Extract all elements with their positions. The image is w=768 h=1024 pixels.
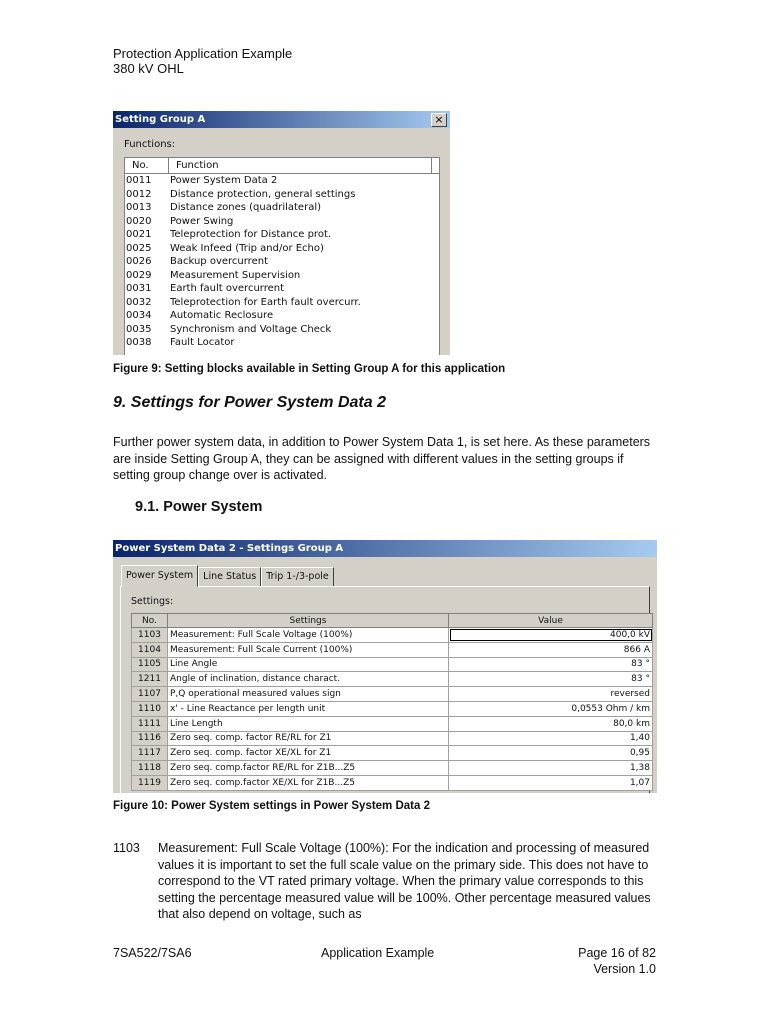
table-row[interactable] bbox=[132, 746, 653, 761]
footer-page: Page 16 of 82 bbox=[578, 946, 656, 960]
function-name: Earth fault overcurrent bbox=[170, 283, 285, 294]
function-number: 0035 bbox=[126, 323, 152, 335]
table-row[interactable] bbox=[132, 761, 653, 776]
description-1103 bbox=[113, 840, 661, 923]
function-number: 0011 bbox=[126, 175, 152, 186]
table-row[interactable] bbox=[132, 642, 653, 657]
setting-name: Line Length bbox=[168, 716, 449, 731]
functions-label: Functions: bbox=[124, 139, 176, 150]
setting-name: Zero seq. comp. factor XE/XL for Z1 bbox=[168, 746, 449, 761]
column-header-value[interactable]: Value bbox=[449, 614, 653, 628]
document-header bbox=[113, 46, 292, 76]
setting-value[interactable]: 0,0553 Ohm / km bbox=[449, 701, 653, 716]
function-name: Backup overcurrent bbox=[170, 256, 268, 267]
header-title: Protection Application Example bbox=[113, 46, 293, 61]
list-item[interactable] bbox=[125, 282, 439, 296]
function-number: 0031 bbox=[126, 283, 152, 294]
setting-number: 1116 bbox=[132, 731, 168, 746]
setting-name: Angle of inclination, distance charact. bbox=[168, 672, 449, 687]
list-item[interactable] bbox=[125, 201, 439, 215]
tab-line-status[interactable]: Line Status bbox=[198, 567, 261, 587]
setting-value[interactable]: 1,38 bbox=[449, 761, 653, 776]
setting-value[interactable]: 1,40 bbox=[449, 731, 653, 746]
function-name: Weak Infeed (Trip and/or Echo) bbox=[170, 242, 324, 254]
dialog-title: Setting Group A bbox=[113, 111, 450, 128]
function-number: 0025 bbox=[126, 242, 152, 254]
function-name: Fault Locator bbox=[170, 337, 235, 348]
tab-bar bbox=[121, 565, 334, 587]
section-9-paragraph: Further power system data, in addition to Power System Data 1, is set here. As these parameters are inside Setting Group A, they can be assigned with different values in the setting groups if setting group change over is activated. bbox=[113, 435, 651, 482]
setting-name: Zero seq. comp.factor RE/RL for Z1B...Z5 bbox=[168, 761, 449, 776]
header-subtitle: 380 kV OHL bbox=[113, 61, 184, 76]
function-name: Power Swing bbox=[170, 215, 234, 227]
table-row[interactable] bbox=[132, 716, 653, 731]
column-header-function[interactable]: Function bbox=[169, 158, 432, 173]
setting-value[interactable]: 400,0 kV bbox=[449, 628, 653, 643]
table-row[interactable] bbox=[132, 657, 653, 672]
function-number: 0021 bbox=[126, 229, 152, 240]
functions-list[interactable] bbox=[124, 157, 440, 355]
table-row[interactable] bbox=[132, 701, 653, 716]
list-item[interactable] bbox=[125, 188, 439, 202]
settings-table bbox=[131, 613, 653, 791]
setting-number: 1107 bbox=[132, 687, 168, 702]
function-name: Measurement Supervision bbox=[170, 269, 301, 281]
column-header-settings[interactable]: Settings bbox=[168, 614, 449, 628]
setting-name: Line Angle bbox=[168, 657, 449, 672]
function-number: 0029 bbox=[126, 269, 152, 281]
setting-number: 1103 bbox=[132, 628, 168, 643]
footer-left: 7SA522/7SA6 bbox=[113, 946, 192, 960]
list-item[interactable] bbox=[125, 174, 439, 188]
functions-list-header bbox=[125, 158, 439, 174]
list-item[interactable] bbox=[125, 242, 439, 256]
settings-table-header bbox=[132, 614, 653, 628]
function-number: 0038 bbox=[126, 337, 152, 348]
setting-name: Measurement: Full Scale Current (100%) bbox=[168, 642, 449, 657]
setting-number: 1105 bbox=[132, 657, 168, 672]
setting-number: 1211 bbox=[132, 672, 168, 687]
setting-name: Zero seq. comp. factor RE/RL for Z1 bbox=[168, 731, 449, 746]
setting-number: 1118 bbox=[132, 761, 168, 776]
list-item[interactable] bbox=[125, 309, 439, 323]
settings-label: Settings: bbox=[131, 596, 174, 607]
function-number: 0012 bbox=[126, 188, 152, 200]
close-icon[interactable]: × bbox=[431, 113, 447, 127]
list-item[interactable] bbox=[125, 215, 439, 229]
figure-10-caption: Figure 10: Power System settings in Power System Data 2 bbox=[113, 800, 430, 812]
function-name: Distance zones (quadrilateral) bbox=[170, 202, 322, 213]
figure-9-caption: Figure 9: Setting blocks available in Setting Group A for this application bbox=[113, 363, 506, 375]
description-text: Measurement: Full Scale Voltage (100%): For the indication and processing of measured values it is important to set the full scale value on the primary side. This does not have to correspond to the VT rated primary voltage. When the primary value corresponds to this setting the percentage measured value will be 100%. Other percentage measured values that also depend on voltage, such as bbox=[158, 841, 651, 921]
table-row[interactable] bbox=[132, 672, 653, 687]
setting-value[interactable]: 1,07 bbox=[449, 775, 653, 790]
list-item[interactable] bbox=[125, 255, 439, 269]
description-number: 1103 bbox=[113, 841, 140, 855]
function-number: 0013 bbox=[126, 202, 152, 213]
setting-value[interactable]: 0,95 bbox=[449, 746, 653, 761]
footer-version: Version 1.0 bbox=[593, 962, 656, 976]
table-row[interactable] bbox=[132, 628, 653, 643]
setting-number: 1111 bbox=[132, 716, 168, 731]
setting-name: P,Q operational measured values sign bbox=[168, 687, 449, 702]
function-number: 0034 bbox=[126, 310, 152, 321]
tab-trip-pole[interactable]: Trip 1-/3-pole bbox=[261, 567, 333, 587]
list-item[interactable] bbox=[125, 228, 439, 242]
function-name: Teleprotection for Distance prot. bbox=[170, 229, 332, 240]
function-number: 0032 bbox=[126, 296, 152, 308]
setting-number: 1119 bbox=[132, 775, 168, 790]
setting-group-a-dialog bbox=[113, 111, 450, 355]
setting-value[interactable]: reversed bbox=[449, 687, 653, 702]
column-header-no[interactable]: No. bbox=[125, 158, 169, 173]
list-item[interactable] bbox=[125, 323, 439, 337]
section-9-heading: 9. Settings for Power System Data 2 bbox=[113, 394, 386, 411]
setting-value[interactable]: 83 ° bbox=[449, 672, 653, 687]
function-number: 0026 bbox=[126, 256, 152, 267]
function-name: Distance protection, general settings bbox=[170, 188, 356, 200]
table-row[interactable] bbox=[132, 731, 653, 746]
setting-number: 1110 bbox=[132, 701, 168, 716]
setting-value[interactable]: 83 ° bbox=[449, 657, 653, 672]
setting-value[interactable]: 866 A bbox=[449, 642, 653, 657]
setting-number: 1104 bbox=[132, 642, 168, 657]
table-row[interactable] bbox=[132, 687, 653, 702]
power-system-data-2-dialog bbox=[113, 540, 657, 793]
setting-value[interactable]: 80,0 km bbox=[449, 716, 653, 731]
setting-name: x' - Line Reactance per length unit bbox=[168, 701, 449, 716]
tab-power-system[interactable]: Power System bbox=[121, 565, 198, 587]
setting-name: Zero seq. comp.factor XE/XL for Z1B...Z5 bbox=[168, 775, 449, 790]
list-item[interactable] bbox=[125, 296, 439, 310]
column-header-no[interactable]: No. bbox=[132, 614, 168, 628]
setting-number: 1117 bbox=[132, 746, 168, 761]
function-name: Power System Data 2 bbox=[170, 175, 278, 186]
footer-pagination bbox=[578, 945, 656, 977]
function-number: 0020 bbox=[126, 215, 152, 227]
function-name: Synchronism and Voltage Check bbox=[170, 323, 332, 335]
section-9-1-heading: 9.1. Power System bbox=[135, 499, 263, 515]
setting-name: Measurement: Full Scale Voltage (100%) bbox=[168, 628, 449, 643]
function-name: Teleprotection for Earth fault overcurr. bbox=[170, 296, 361, 308]
list-item[interactable] bbox=[125, 336, 439, 350]
function-name: Automatic Reclosure bbox=[170, 310, 274, 321]
dialog-title: Power System Data 2 - Settings Group A bbox=[113, 540, 657, 557]
table-row[interactable] bbox=[132, 775, 653, 790]
list-item[interactable] bbox=[125, 269, 439, 283]
footer-center: Application Example bbox=[321, 946, 435, 960]
